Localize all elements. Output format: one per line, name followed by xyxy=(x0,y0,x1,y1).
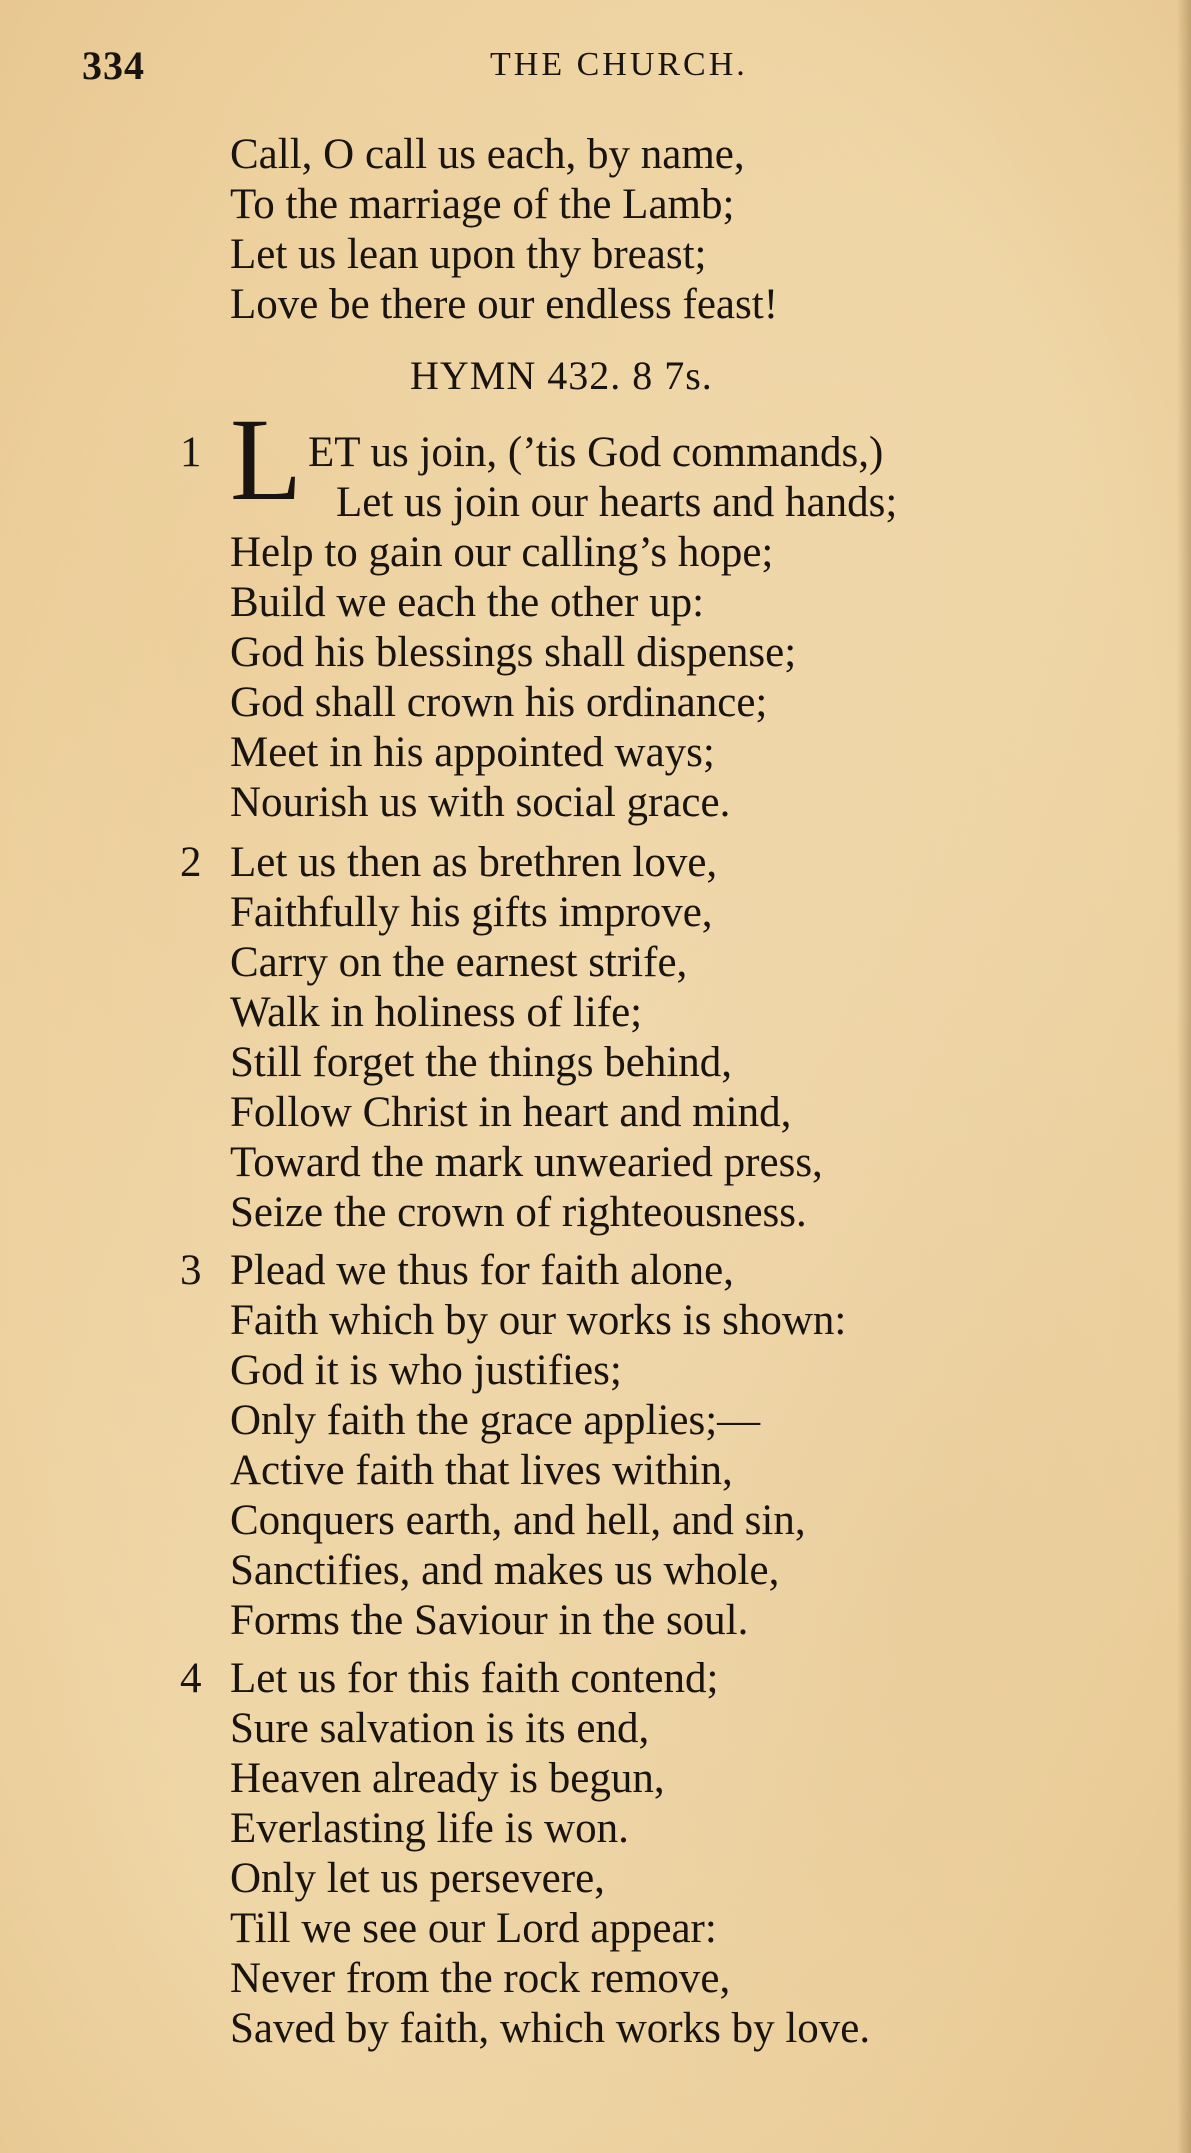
verse-line: Call, O call us each, by name, xyxy=(230,131,745,178)
verse-line: Heaven already is begun, xyxy=(230,1755,665,1802)
verse-line: Let us join our hearts and hands; xyxy=(336,479,898,526)
verse-line: Only faith the grace applies;— xyxy=(230,1397,761,1444)
verse-line: God his blessings shall dispense; xyxy=(230,629,797,676)
page-number: 334 xyxy=(82,43,145,88)
verse-line: Let us for this faith contend; xyxy=(230,1655,719,1702)
verse-line: Never from the rock remove, xyxy=(230,1955,731,2002)
verse-line: Plead we thus for faith alone, xyxy=(230,1247,734,1294)
verse-line: Love be there our endless feast! xyxy=(230,281,779,328)
verse-line: Let us lean upon thy breast; xyxy=(230,231,707,278)
verse-line: Active faith that lives within, xyxy=(230,1447,733,1494)
verse-line: Let us then as brethren love, xyxy=(230,839,718,886)
verse-line: Toward the mark unwearied press, xyxy=(230,1139,823,1186)
verse-line: Sure salvation is its end, xyxy=(230,1705,650,1752)
verse-line: Follow Christ in heart and mind, xyxy=(230,1089,792,1136)
verse-line: Faith which by our works is shown: xyxy=(230,1297,847,1344)
verse-line: To the marriage of the Lamb; xyxy=(230,181,735,228)
verse-line: God it is who justifies; xyxy=(230,1347,622,1394)
verse-line: Help to gain our calling’s hope; xyxy=(230,529,774,576)
stanza-number: 2 xyxy=(180,839,202,886)
verse-line: Forms the Saviour in the soul. xyxy=(230,1597,749,1644)
verse-line: God shall crown his ordinance; xyxy=(230,679,768,726)
verse-line: Walk in holiness of life; xyxy=(230,989,643,1036)
verse-line: Build we each the other up: xyxy=(230,579,705,626)
verse-line: Only let us persevere, xyxy=(230,1855,605,1902)
verse-line: Nourish us with social grace. xyxy=(230,779,731,826)
verse-line: ET us join, (’tis God commands,) xyxy=(308,429,884,476)
verse-line: Saved by faith, which works by love. xyxy=(230,2005,871,2052)
verse-line: Seize the crown of righteousness. xyxy=(230,1189,807,1236)
hymn-title: HYMN 432. 8 7s. xyxy=(410,353,713,398)
stanza-number: 1 xyxy=(180,429,202,476)
page-edge-shadow xyxy=(1177,0,1191,2153)
verse-line: Meet in his appointed ways; xyxy=(230,729,715,776)
verse-line: Still forget the things behind, xyxy=(230,1039,733,1086)
stanza-number: 3 xyxy=(180,1247,202,1294)
drop-cap: L xyxy=(230,394,303,525)
page-header xyxy=(0,42,1191,102)
verse-line: Till we see our Lord appear: xyxy=(230,1905,717,1952)
verse-line: Conquers earth, and hell, and sin, xyxy=(230,1497,806,1544)
running-head: THE CHURCH. xyxy=(490,46,748,83)
verse-line: Faithfully his gifts improve, xyxy=(230,889,713,936)
verse-line: Sanctifies, and makes us whole, xyxy=(230,1547,780,1594)
verse-line: Carry on the earnest strife, xyxy=(230,939,688,986)
verse-line: Everlasting life is won. xyxy=(230,1805,629,1852)
stanza-number: 4 xyxy=(180,1655,202,1702)
